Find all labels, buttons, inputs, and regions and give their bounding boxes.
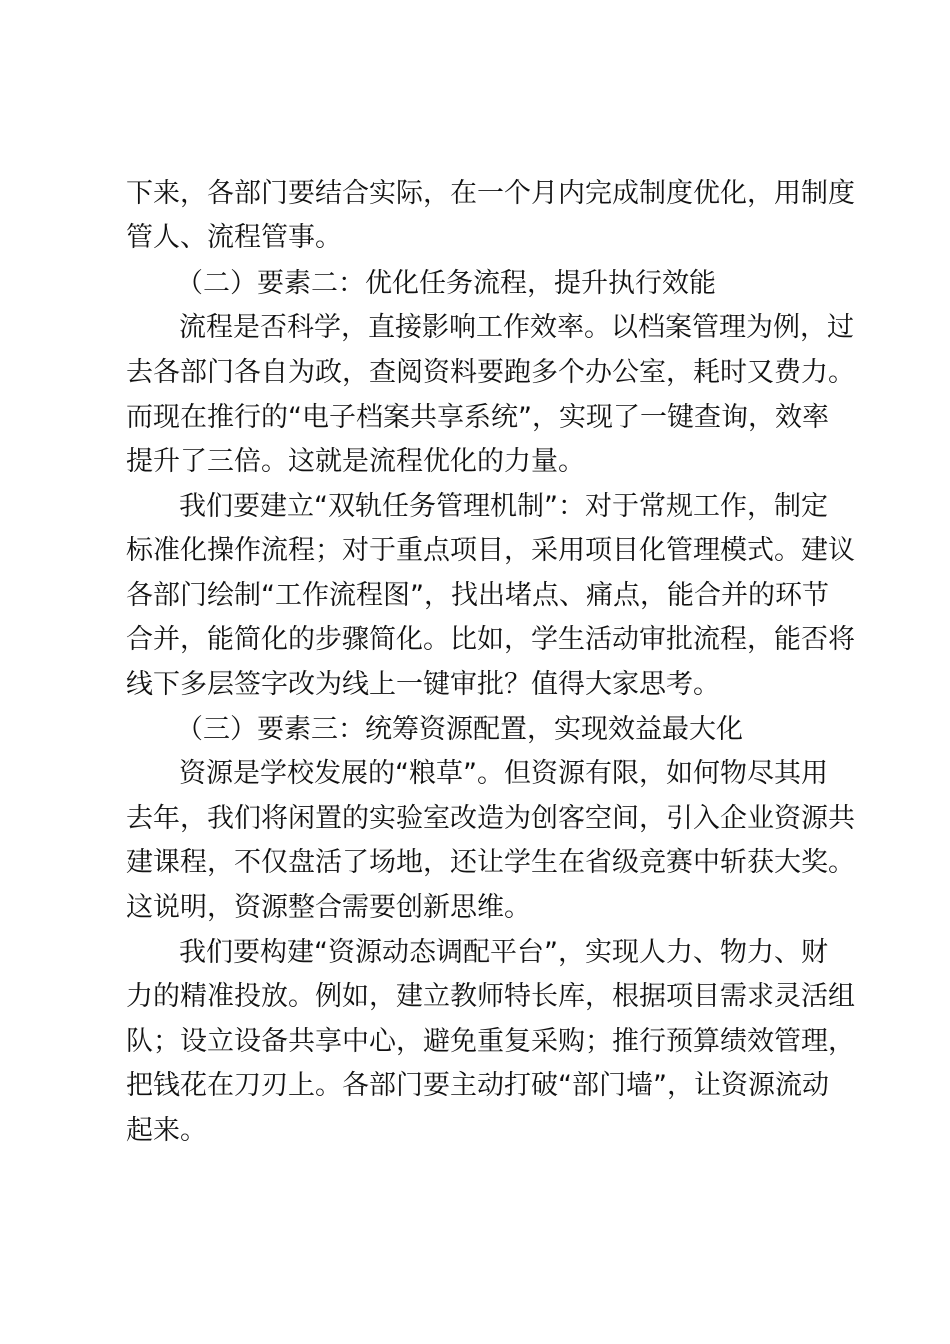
paragraph-line: 去各部门各自为政，查阅资料要跑多个办公室，耗时又费力。	[126, 357, 855, 388]
paragraph-line: 而现在推行的“电子档案共享系统”，实现了一键查询，效率	[126, 402, 829, 433]
paragraph-line: 队；设立设备共享中心，避免重复采购；推行预算绩效管理，	[126, 1026, 855, 1057]
section-heading-2: （二）要素二：优化任务流程，提升执行效能	[176, 268, 716, 299]
paragraph-line: 我们要构建“资源动态调配平台”，实现人力、物力、财	[179, 937, 828, 968]
paragraph-line: 把钱花在刀刃上。各部门要主动打破“部门墙”，让资源流动	[126, 1070, 829, 1101]
paragraph-line: 管人、流程管事。	[126, 222, 342, 253]
paragraph-line: 我们要建立“双轨任务管理机制”：对于常规工作，制定	[179, 491, 828, 522]
paragraph-line: 建课程，不仅盘活了场地，还让学生在省级竞赛中斩获大奖。	[126, 847, 855, 878]
paragraph-line: 流程是否科学，直接影响工作效率。以档案管理为例，过	[179, 312, 854, 343]
paragraph-line: 下来，各部门要结合实际，在一个月内完成制度优化，用制度	[126, 178, 855, 209]
paragraph-line: 标准化操作流程；对于重点项目，采用项目化管理模式。建议	[126, 535, 855, 566]
paragraph-line: 提升了三倍。这就是流程优化的力量。	[126, 446, 585, 477]
paragraph-line: 去年，我们将闲置的实验室改造为创客空间，引入企业资源共	[126, 803, 855, 834]
paragraph-line: 合并，能简化的步骤简化。比如，学生活动审批流程，能否将	[126, 624, 855, 655]
paragraph-line: 力的精准投放。例如，建立教师特长库，根据项目需求灵活组	[126, 981, 855, 1012]
paragraph-line: 资源是学校发展的“粮草”。但资源有限，如何物尽其用	[179, 758, 828, 789]
paragraph-line: 线下多层签字改为线上一键审批？值得大家思考。	[126, 669, 720, 700]
section-heading-3: （三）要素三：统筹资源配置，实现效益最大化	[176, 714, 743, 745]
paragraph-line: 起来。	[126, 1115, 207, 1146]
paragraph-line: 这说明，资源整合需要创新思维。	[126, 892, 531, 923]
paragraph-line: 各部门绘制“工作流程图”，找出堵点、痛点，能合并的环节	[126, 580, 829, 611]
